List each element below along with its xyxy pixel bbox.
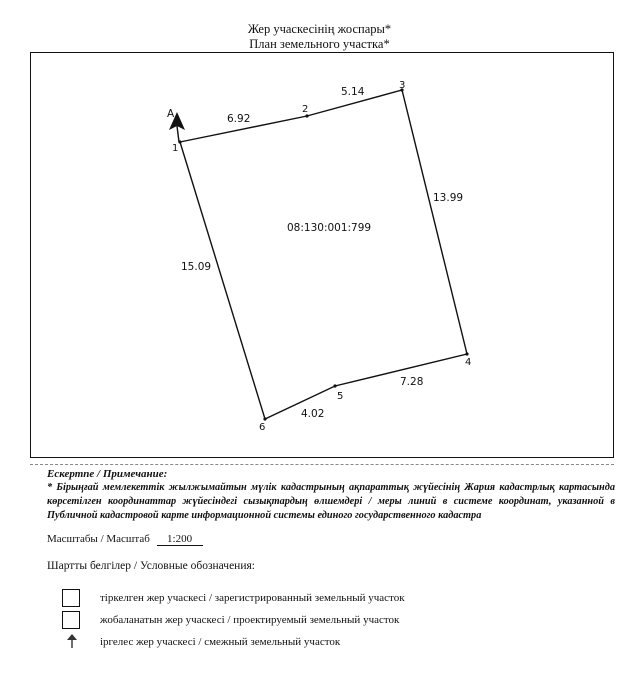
scale-value: 1:200: [157, 533, 203, 546]
plan-frame: [30, 52, 614, 458]
segment-length-2-3: 5.14: [341, 86, 365, 98]
plan-title-ru: План земельного участка*: [249, 37, 390, 51]
legend-item-text: тіркелген жер учаскесі / зарегистрированный земельный участок: [100, 592, 405, 604]
point-label-6: 6: [259, 422, 266, 433]
vertex-marker: [178, 140, 181, 143]
vertex-marker: [333, 384, 336, 387]
point-label-2: 2: [302, 104, 309, 115]
vertex-marker: [263, 417, 266, 420]
scale-label: Масштабы / Масштаб: [47, 533, 150, 545]
parcel-boundary: [180, 90, 467, 419]
legend-item-text: іргелес жер учаскесі / смежный земельный участок: [100, 636, 341, 648]
segment-length-5-6: 4.02: [301, 408, 325, 420]
segment-length-6-1: 15.09: [181, 261, 212, 273]
vertex-marker: [465, 352, 468, 355]
legend-item-text: жобаланатын жер учаскесі / проектируемый земельный участок: [100, 614, 400, 626]
plot-drawing: [31, 53, 615, 459]
point-label-5: 5: [337, 391, 344, 402]
square-icon: [62, 611, 80, 629]
square-icon: [62, 589, 80, 607]
note-heading: Ескертпе / Примечание:: [47, 468, 168, 480]
north-arrow-shaft: [177, 126, 179, 142]
arrow-up-icon: [66, 633, 78, 649]
note-text: * Бірыңғай мемлекеттік жылжымайтын мүлік кадастрының ақпараттық жүйесінің Жария кадастрлық картасында көрсетілген координаттар жүйесіндегі сызықтардың өлшемдері / меры линий в системе координат, указанной в Публичной кадастровой карте информационной системы единого государственного кадастра: [47, 482, 615, 521]
plan-title-kz: Жер учаскесінің жоспары*: [247, 22, 392, 36]
point-label-4: 4: [465, 357, 472, 368]
point-label-3: 3: [399, 80, 406, 91]
segment-length-3-4: 13.99: [433, 192, 464, 204]
point-label-1: 1: [172, 143, 179, 154]
scale-row: [47, 533, 203, 546]
cadastral-number: 08:130:001:799: [287, 222, 372, 234]
segment-length-4-5: 7.28: [400, 376, 424, 388]
north-label: A: [167, 108, 175, 120]
note-divider: [30, 464, 614, 465]
segment-length-1-2: 6.92: [227, 113, 251, 125]
legend-title: Шартты белгілер / Условные обозначения:: [47, 560, 255, 572]
